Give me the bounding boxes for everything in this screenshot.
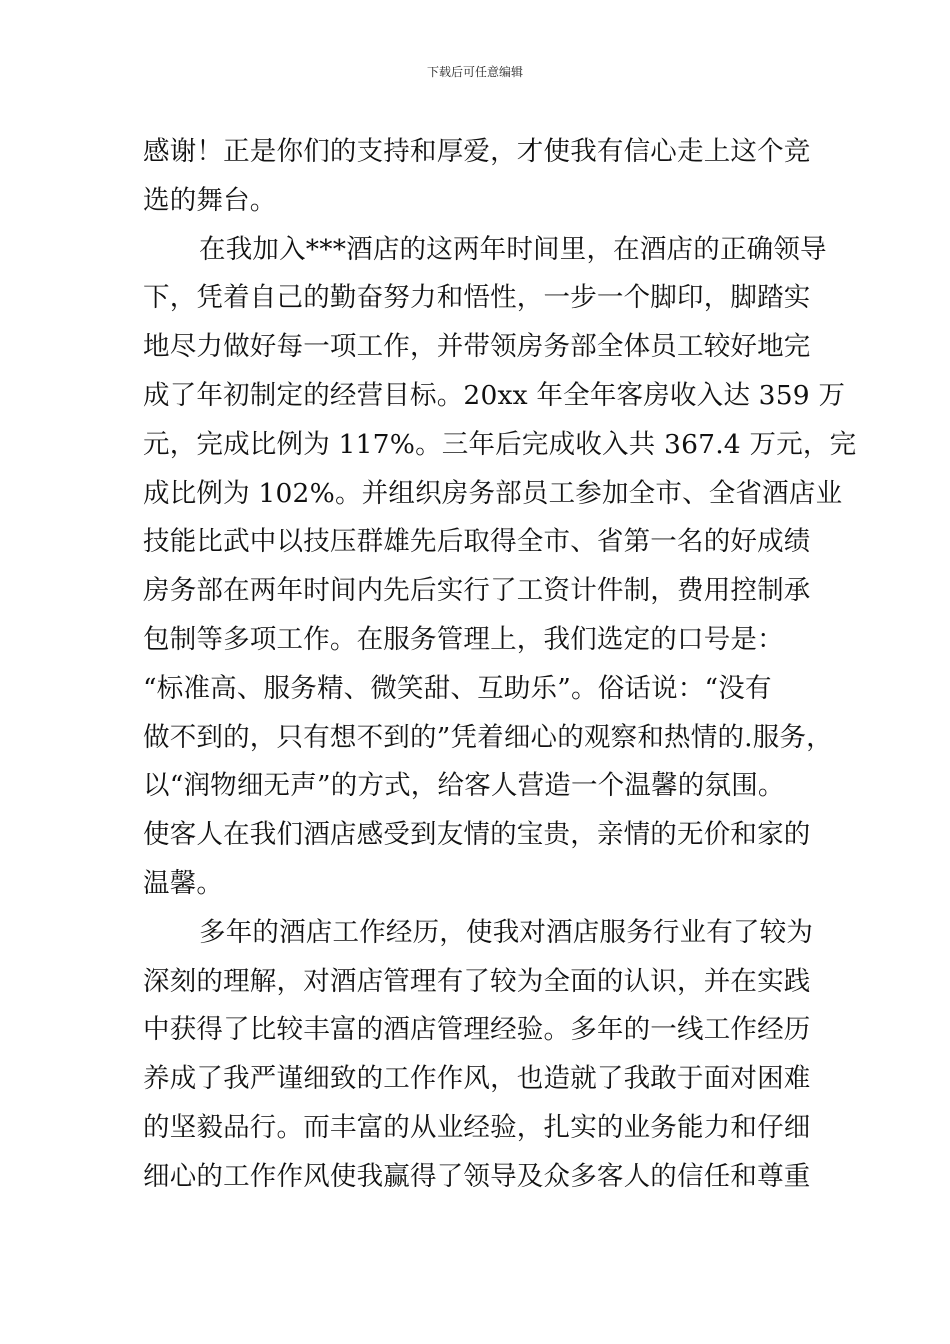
- text-line: “标准高、服务精、微笑甜、互助乐”。俗话说：“没有: [143, 672, 772, 704]
- text-line: 深刻的理解，对酒店管理有了较为全面的认识，并在实践: [143, 965, 811, 997]
- text-line: 在我加入***酒店的这两年时间里，在酒店的正确领导: [199, 233, 827, 265]
- paragraph: [143, 909, 823, 1202]
- paragraph: [143, 128, 823, 226]
- text-line: 下，凭着自己的勤奋努力和悟性，一步一个脚印，脚踏实: [143, 282, 811, 314]
- text-line: 元，完成比例为 117%。三年后完成收入共 367.4 万元，完: [143, 428, 857, 460]
- text-line: 以“润物细无声”的方式，给客人营造一个温馨的氛围。: [143, 770, 785, 802]
- text-line: 多年的酒店工作经历，使我对酒店服务行业有了较为: [199, 916, 814, 948]
- text-line: 使客人在我们酒店感受到友情的宝贵，亲情的无价和家的: [143, 819, 811, 851]
- page-header: 下载后可任意编辑: [426, 65, 523, 79]
- document-body: [143, 128, 857, 1202]
- text-line: 房务部在两年时间内先后实行了工资计件制，费用控制承: [143, 575, 811, 607]
- text-line: 养成了我严谨细致的工作作风，也造就了我敢于面对困难: [143, 1063, 811, 1095]
- text-line: 包制等多项工作。在服务管理上，我们选定的口号是：: [143, 623, 784, 655]
- paragraph: [143, 226, 857, 909]
- text-line: 成比例为 102%。并组织房务部员工参加全市、全省酒店业: [143, 477, 843, 509]
- text-line: 细心的工作作风使我赢得了领导及众多客人的信任和尊重: [143, 1160, 811, 1192]
- text-line: 感谢！正是你们的支持和厚爱，才使我有信心走上这个竞: [143, 136, 811, 167]
- text-line: 的坚毅品行。而丰富的从业经验，扎实的业务能力和仔细: [143, 1111, 811, 1143]
- text-line: 做不到的，只有想不到的”凭着细心的观察和热情的.服务，: [143, 721, 833, 753]
- text-line: 选的舞台。: [143, 184, 277, 216]
- text-line: 温馨。: [143, 867, 224, 899]
- text-line: 技能比武中以技压群雄先后取得全市、省第一名的好成绩: [143, 526, 811, 558]
- text-line: 中获得了比较丰富的酒店管理经验。多年的一线工作经历: [143, 1014, 811, 1046]
- text-line: 地尽力做好每一项工作，并带领房务部全体员工较好地完: [143, 331, 811, 363]
- text-line: 成了年初制定的经营目标。20xx 年全年客房收入达 359 万: [143, 379, 846, 411]
